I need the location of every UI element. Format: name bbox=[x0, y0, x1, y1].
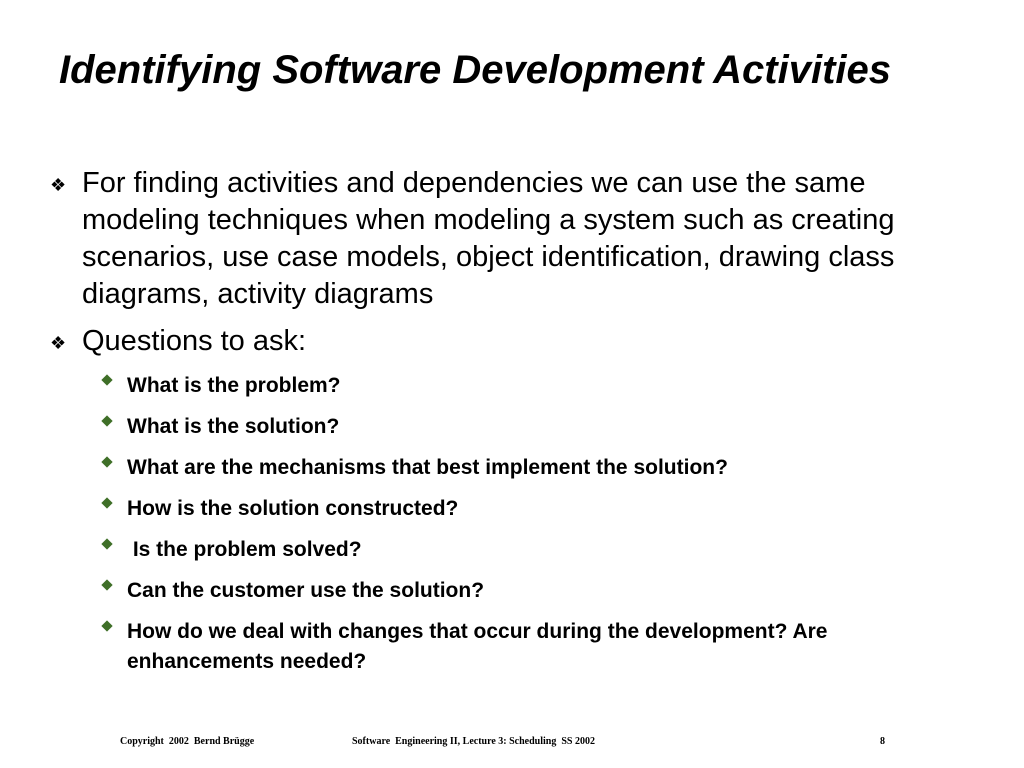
questions-list bbox=[100, 371, 980, 688]
four-diamond-bullet-icon: ❖ bbox=[50, 175, 67, 195]
question-item bbox=[100, 617, 980, 677]
question-text: Is the problem solved? bbox=[127, 538, 362, 561]
filled-diamond-bullet-icon bbox=[101, 579, 112, 590]
question-item bbox=[100, 576, 980, 606]
question-item bbox=[100, 453, 980, 483]
question-item bbox=[100, 494, 980, 524]
bullet-text: For finding activities and dependencies we can use the same modeling techniques when modeling a system such as creating scenarios, use case models, object identification, drawing class diagrams, activity diagrams bbox=[82, 167, 895, 310]
question-text: What are the mechanisms that best implement the solution? bbox=[127, 456, 728, 479]
question-text: What is the problem? bbox=[127, 374, 341, 397]
question-item bbox=[100, 371, 980, 401]
footer-course-info: Software Engineering II, Lecture 3: Scheduling SS 2002 bbox=[352, 736, 595, 747]
filled-diamond-bullet-icon bbox=[101, 538, 112, 549]
question-text: How do we deal with changes that occur during the development? Are enhancements needed? bbox=[127, 620, 828, 673]
page-number: 8 bbox=[880, 736, 885, 747]
question-text: How is the solution constructed? bbox=[127, 497, 459, 520]
slide-footer bbox=[0, 736, 1024, 756]
four-diamond-bullet-icon: ❖ bbox=[50, 333, 67, 353]
question-text: Can the customer use the solution? bbox=[127, 579, 485, 602]
bullet-questions bbox=[50, 323, 950, 360]
question-item bbox=[100, 535, 980, 565]
filled-diamond-bullet-icon bbox=[101, 374, 112, 385]
question-text: What is the solution? bbox=[127, 415, 340, 438]
bullet-activities bbox=[50, 165, 950, 313]
filled-diamond-bullet-icon bbox=[101, 415, 112, 426]
filled-diamond-bullet-icon bbox=[101, 620, 112, 631]
bullet-text: Questions to ask: bbox=[82, 325, 307, 357]
filled-diamond-bullet-icon bbox=[101, 456, 112, 467]
filled-diamond-bullet-icon bbox=[101, 497, 112, 508]
footer-copyright: Copyright 2002 Bernd Brügge bbox=[120, 736, 255, 747]
slide-title: Identifying Software Development Activities bbox=[59, 48, 892, 92]
question-item bbox=[100, 412, 980, 442]
